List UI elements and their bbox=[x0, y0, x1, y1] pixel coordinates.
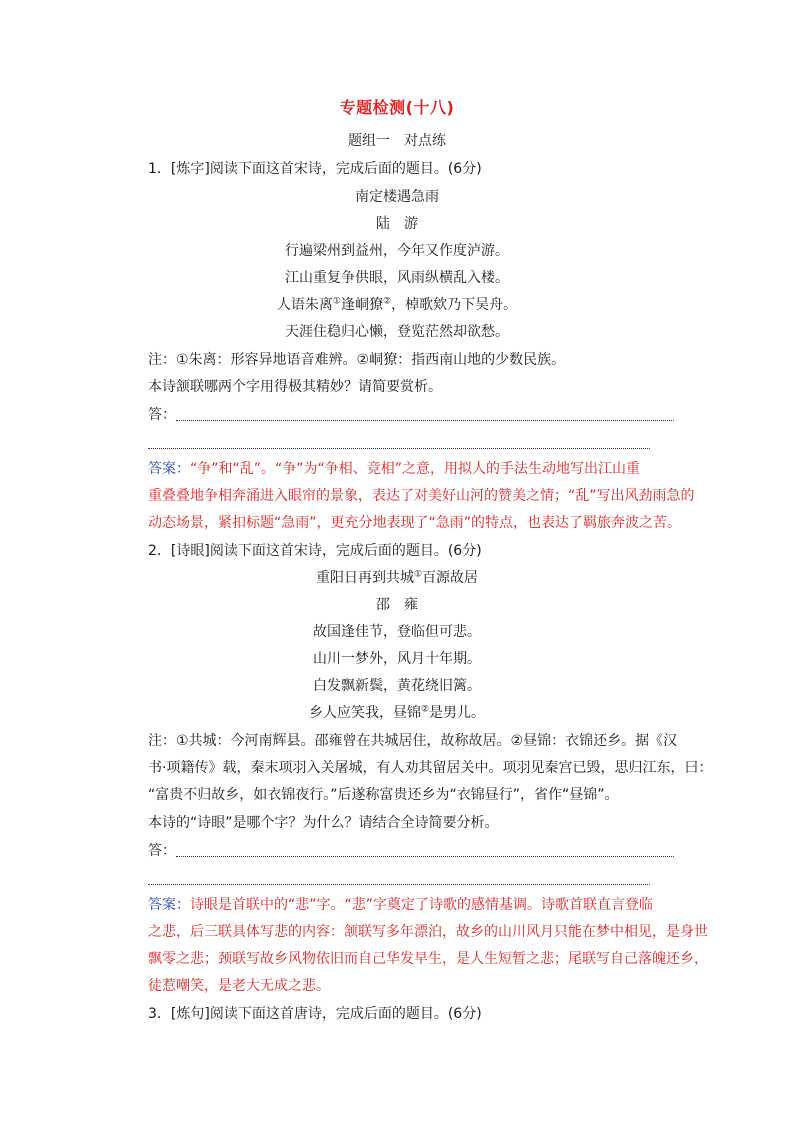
q2-answer-blank-2[interactable] bbox=[148, 884, 650, 885]
q2-answer-line-4: 徒惹嘲笑，是老大无成之悲。 bbox=[148, 978, 330, 994]
page-title: 专题检测(十八) bbox=[339, 98, 455, 117]
q1-poem-line-3 bbox=[0, 295, 794, 315]
q1-note: 注：①朱离：形容异地语音难辨。②峒獠：指西南山地的少数民族。 bbox=[148, 352, 566, 368]
q2-answer-prompt: 答： bbox=[148, 843, 176, 859]
q1-answer-line-1 bbox=[148, 459, 640, 479]
q2-question: 本诗的“诗眼”是哪个字？为什么？请结合全诗简要分析。 bbox=[148, 815, 499, 831]
q3-prompt: 3．[炼句]阅读下面这首唐诗，完成后面的题目。(6分) bbox=[148, 1006, 482, 1022]
q1-prompt: 1．[炼字]阅读下面这首宋诗，完成后面的题目。(6分) bbox=[148, 161, 482, 177]
q2-prompt: 2．[诗眼]阅读下面这首宋诗，完成后面的题目。(6分) bbox=[148, 543, 482, 559]
q1-poem-title: 南定楼遇急雨 bbox=[355, 189, 439, 205]
group-heading: 题组一 对点练 bbox=[348, 133, 446, 149]
q2-answer-line-3: 飘零之悲；颈联写故乡风物依旧而自己华发早生，是人生短暂之悲；尾联写自己落魄还乡， bbox=[148, 951, 708, 967]
q1-footnote-mark-1: ① bbox=[332, 296, 341, 307]
q2-title-part-b: 百源故居 bbox=[422, 570, 479, 586]
q1-answer-blank-2[interactable] bbox=[148, 448, 650, 449]
q2-line4-part-a: 乡人应笑我，昼锦 bbox=[308, 705, 421, 721]
q1-answer-prompt: 答： bbox=[148, 407, 176, 423]
q1-answer-text-1: “争”和“乱”。“争”为“争相、竞相”之意，用拟人的手法生动地写出江山重 bbox=[190, 461, 641, 477]
q1-line3-part-c: ，棹歌欸乃下吴舟。 bbox=[391, 297, 518, 313]
q1-poem-line-1: 行遍梁州到益州，今年又作度泸游。 bbox=[285, 243, 509, 259]
q2-poem-line-2: 山川一梦外，风月十年期。 bbox=[313, 651, 481, 667]
q2-poem-line-4 bbox=[0, 703, 794, 723]
q1-footnote-mark-2: ② bbox=[383, 296, 392, 307]
q2-poem-title bbox=[0, 568, 794, 588]
q2-poem-line-1: 故国逢佳节，登临但可悲。 bbox=[313, 624, 481, 640]
q2-footnote-mark: ② bbox=[420, 704, 430, 715]
q2-title-footnote-mark: ① bbox=[413, 569, 423, 580]
q2-answer-label: 答案： bbox=[148, 897, 190, 913]
q2-answer-text-1: 诗眼是首联中的“悲”字。“悲”字奠定了诗歌的感情基调。诗歌首联直言登临 bbox=[190, 897, 654, 913]
q1-poem-line-2: 江山重复争供眼，风雨纵横乱入楼。 bbox=[285, 270, 509, 286]
q1-line3-part-b: 逢峒獠 bbox=[341, 297, 383, 313]
q2-note-line-2: 书·项籍传》载，秦末项羽入关屠城，有人劝其留居关中。项羽见秦宫已毁，思归江东，曰： bbox=[148, 760, 713, 776]
q2-answer-line-1 bbox=[148, 895, 653, 915]
q2-note-line-1: 注：①共城：今河南辉县。邵雍曾在共城居住，故称故居。②昼锦：衣锦还乡。据《汉 bbox=[148, 733, 678, 749]
q1-answer-line-2: 重叠叠地争相奔涌进入眼帘的景象，表达了对美好山河的赞美之情；“乱”写出风劲雨急的 bbox=[148, 488, 695, 504]
q2-answer-blank-1[interactable] bbox=[176, 856, 674, 857]
q1-question: 本诗颔联哪两个字用得极其精妙？请简要赏析。 bbox=[148, 379, 442, 395]
q1-answer-blank-1[interactable] bbox=[176, 420, 674, 421]
q1-line3-part-a: 人语朱离 bbox=[276, 297, 333, 313]
q2-answer-line-2: 之悲，后三联具体写悲的内容：颔联写多年漂泊，故乡的山川风月只能在梦中相见，是身世 bbox=[148, 924, 708, 940]
q2-title-part-a: 重阳日再到共城 bbox=[315, 570, 414, 586]
q1-poem-line-4: 天涯住稳归心懒，登览茫然却欲愁。 bbox=[285, 324, 509, 340]
q2-line4-part-b: 是男儿。 bbox=[429, 705, 486, 721]
q2-poem-author: 邵 雍 bbox=[376, 597, 418, 613]
q2-poem-line-3: 白发飘新鬓，黄花绕旧篱。 bbox=[313, 678, 481, 694]
q1-poem-author: 陆 游 bbox=[376, 216, 418, 232]
q2-note-line-3: “富贵不归故乡，如衣锦夜行。”后遂称富贵还乡为“衣锦昼行”，省作“昼锦”。 bbox=[148, 787, 619, 803]
q1-answer-label: 答案： bbox=[148, 461, 190, 477]
q1-answer-line-3: 动态场景，紧扣标题“急雨”，更充分地表现了“急雨”的特点，也表达了羁旅奔波之苦。 bbox=[148, 515, 682, 531]
